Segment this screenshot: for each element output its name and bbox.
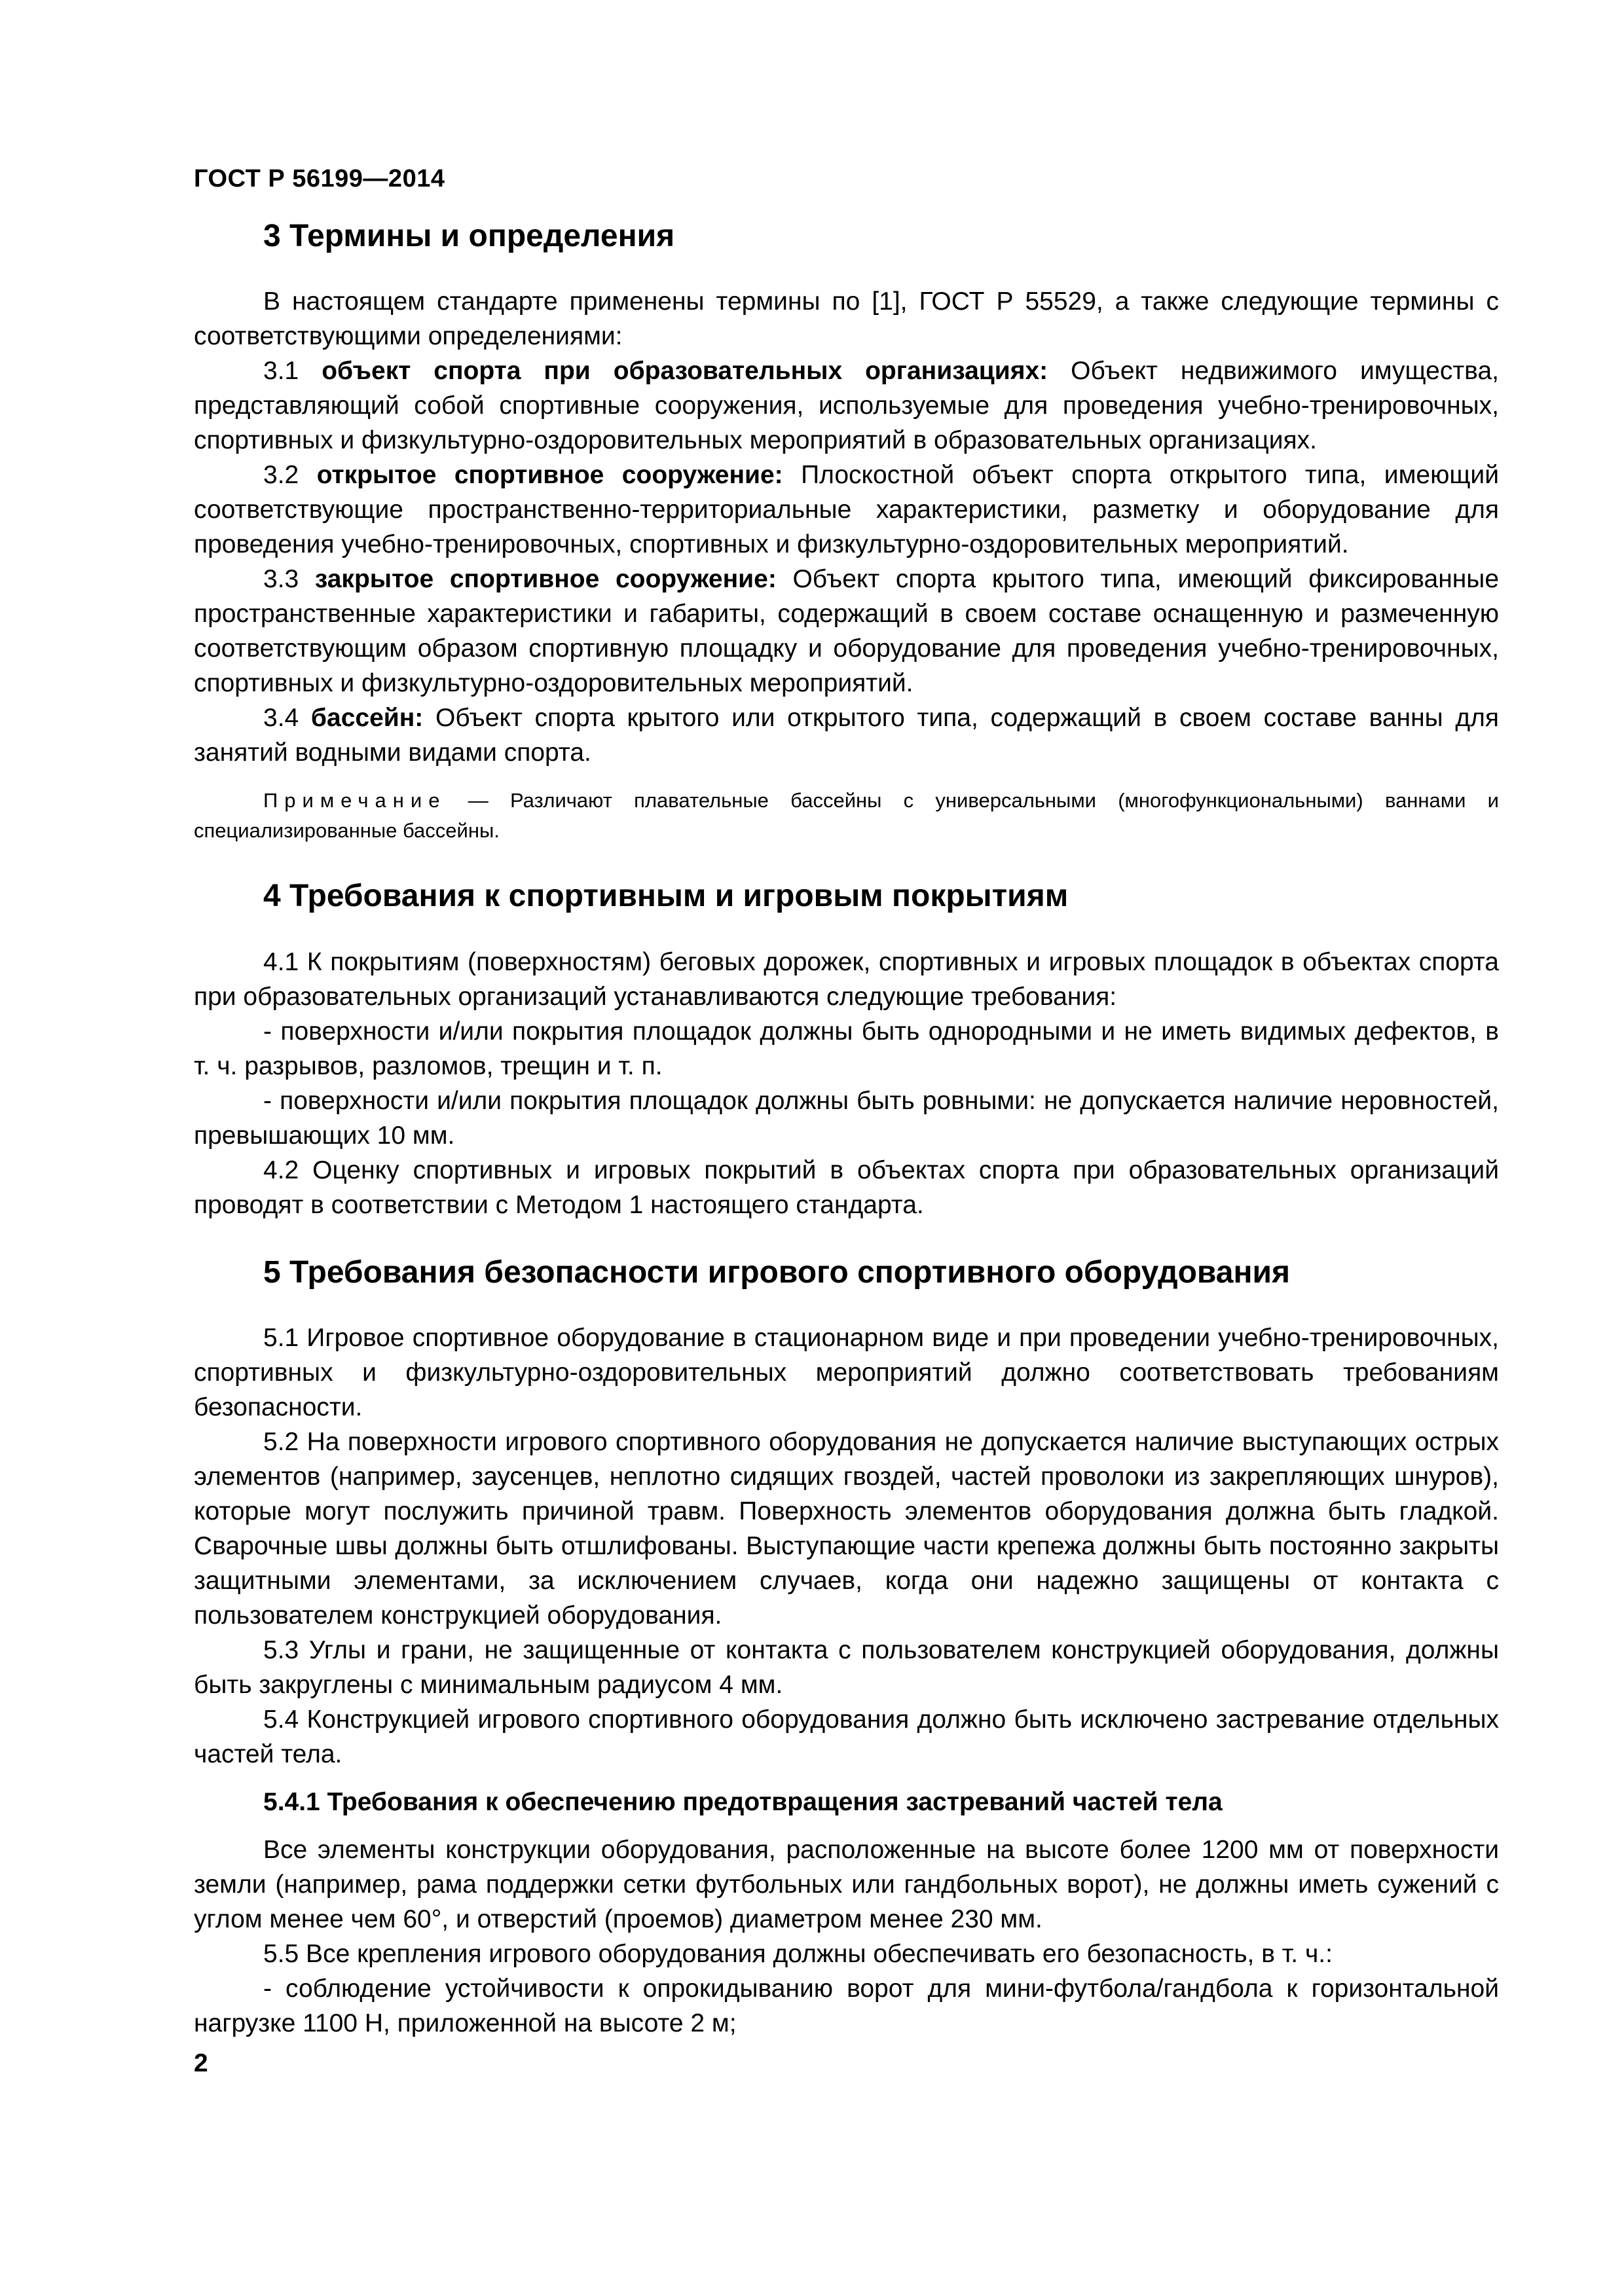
- term-3-1: [194, 354, 1499, 458]
- section-5-heading: 5 Требования безопасности игрового спортивного оборудования: [263, 1254, 1290, 1290]
- term-3-1-definition: Объект недвижимого имущества, представляющий собой спортивные сооружения, используемые для проведения учебно-тренировочных, спортивных и физкультурно-оздоровительных мероприятий в образовательных организациях.: [194, 357, 1499, 455]
- spacer: [194, 846, 1499, 876]
- paragraph-5-4: 5.4 Конструкцией игрового спортивного оборудования должно быть исключено застревание отдельных частей тела.: [194, 1705, 1499, 1769]
- section-3-intro: В настоящем стандарте применены термины по [1], ГОСТ Р 55529, а также следующие термины с соответствующими определениями:: [194, 287, 1499, 351]
- term-3-4-definition: Объект спорта крытого или открытого типа, содержащий в своем составе ванны для занятий водными видами спорта.: [194, 704, 1499, 767]
- page-content: [194, 216, 1499, 2041]
- term-3-4: [194, 701, 1499, 770]
- section-4-heading: 4 Требования к спортивным и игровым покрытиям: [263, 879, 1069, 914]
- paragraph-5-2: 5.2 На поверхности игрового спортивного оборудования не допускается наличие выступающих острых элементов (например, заусенцев, неплотно сидящих гвоздей, частей проволоки из закрепляющих шнуров), которые могут послужить причиной травм. Поверхность элементов оборудования должна быть гладкой. Сварочные швы должны быть отшлифованы. Выступающие части крепежа должны быть постоянно закрыты защитными элементами, за исключением случаев, когда они надежно защищены от контакта с пользователем конструкцией оборудования.: [194, 1428, 1499, 1630]
- term-3-3-name: закрытое спортивное сооружение:: [314, 565, 777, 594]
- paragraph-4-1-item-2: - поверхности и/или покрытия площадок должны быть ровными: не допускается наличие неровностей, превышающих 10 мм.: [194, 1086, 1499, 1150]
- term-3-4-number: 3.4: [263, 704, 311, 733]
- term-3-2: [194, 458, 1499, 562]
- paragraph-4-2: 4.2 Оценку спортивных и игровых покрытий в объектах спорта при образовательных организаций проводят в соответствии с Методом 1 настоящего стандарта.: [194, 1156, 1499, 1219]
- term-3-1-name: объект спорта при образовательных организациях:: [322, 357, 1048, 386]
- paragraph-4-1: 4.1 К покрытиям (поверхностям) беговых дорожек, спортивных и игровых площадок в объектах спорта при образовательных организаций устанавливаются следующие требования:: [194, 947, 1499, 1011]
- note-label: Примечание: [263, 789, 447, 812]
- paragraph-5-4-1: Все элементы конструкции оборудования, расположенные на высоте более 1200 мм от поверхности земли (например, рама поддержки сетки футбольных или гандбольных ворот), не должны иметь сужений с углом менее чем 60°, и отверстий (проемов) диаметром менее 230 мм.: [194, 1835, 1499, 1933]
- standard-code-header: ГОСТ Р 56199—2014: [194, 165, 445, 192]
- term-3-2-name: открытое спортивное сооружение:: [316, 461, 783, 490]
- spacer: [194, 1222, 1499, 1252]
- note-text: — Различают плавательные бассейны с универсальными (многофункциональными) ваннами и специализированные бассейны.: [194, 789, 1499, 843]
- page-number: 2: [194, 2049, 208, 2077]
- subsection-5-4-1-heading: 5.4.1 Требования к обеспечению предотвращения застреваний частей тела: [263, 1788, 1223, 1817]
- section-3-note: [194, 786, 1499, 846]
- term-3-3-number: 3.3: [263, 565, 315, 594]
- paragraph-5-5-item-1: - соблюдение устойчивости к опрокидыванию ворот для мини-футбола/гандбола к горизонтальной нагрузке 1100 Н, приложенной на высоте 2 м;: [194, 1974, 1499, 2037]
- term-3-2-number: 3.2: [263, 461, 317, 490]
- paragraph-5-5: 5.5 Все крепления игрового оборудования должны обеспечивать его безопасность, в т. ч.:: [263, 1939, 1333, 1968]
- term-3-3-definition: Объект спорта крытого типа, имеющий фиксированные пространственные характеристики и габариты, содержащий в своем составе оснащенную и размеченную соответствующим образом спортивную площадку и оборудование для проведения учебно-тренировочных, спортивных и физкультурно-оздоровительных мероприятий.: [194, 565, 1500, 698]
- paragraph-5-3: 5.3 Углы и грани, не защищенные от контакта с пользователем конструкцией оборудования, должны быть закруглены с минимальным радиусом 4 мм.: [194, 1636, 1499, 1700]
- term-3-1-number: 3.1: [263, 357, 322, 386]
- term-3-4-name: бассейн:: [310, 704, 424, 733]
- section-3-heading: 3 Термины и определения: [263, 219, 675, 253]
- term-3-2-definition: Плоскостной объект спорта открытого типа, имеющий соответствующие пространственно-территориальные характеристики, разметку и оборудование для проведения учебно-тренировочных, спортивных и физкультурно-оздоровительных мероприятий.: [194, 461, 1499, 559]
- term-3-3: [194, 562, 1499, 701]
- paragraph-5-1: 5.1 Игровое спортивное оборудование в стационарном виде и при проведении учебно-тренировочных, спортивных и физкультурно-оздоровительных мероприятий должно соответствовать требованиям безопасности.: [194, 1324, 1499, 1422]
- paragraph-4-1-item-1: - поверхности и/или покрытия площадок должны быть однородными и не иметь видимых дефектов, в т. ч. разрывов, разломов, трещин и т. п.: [194, 1017, 1499, 1080]
